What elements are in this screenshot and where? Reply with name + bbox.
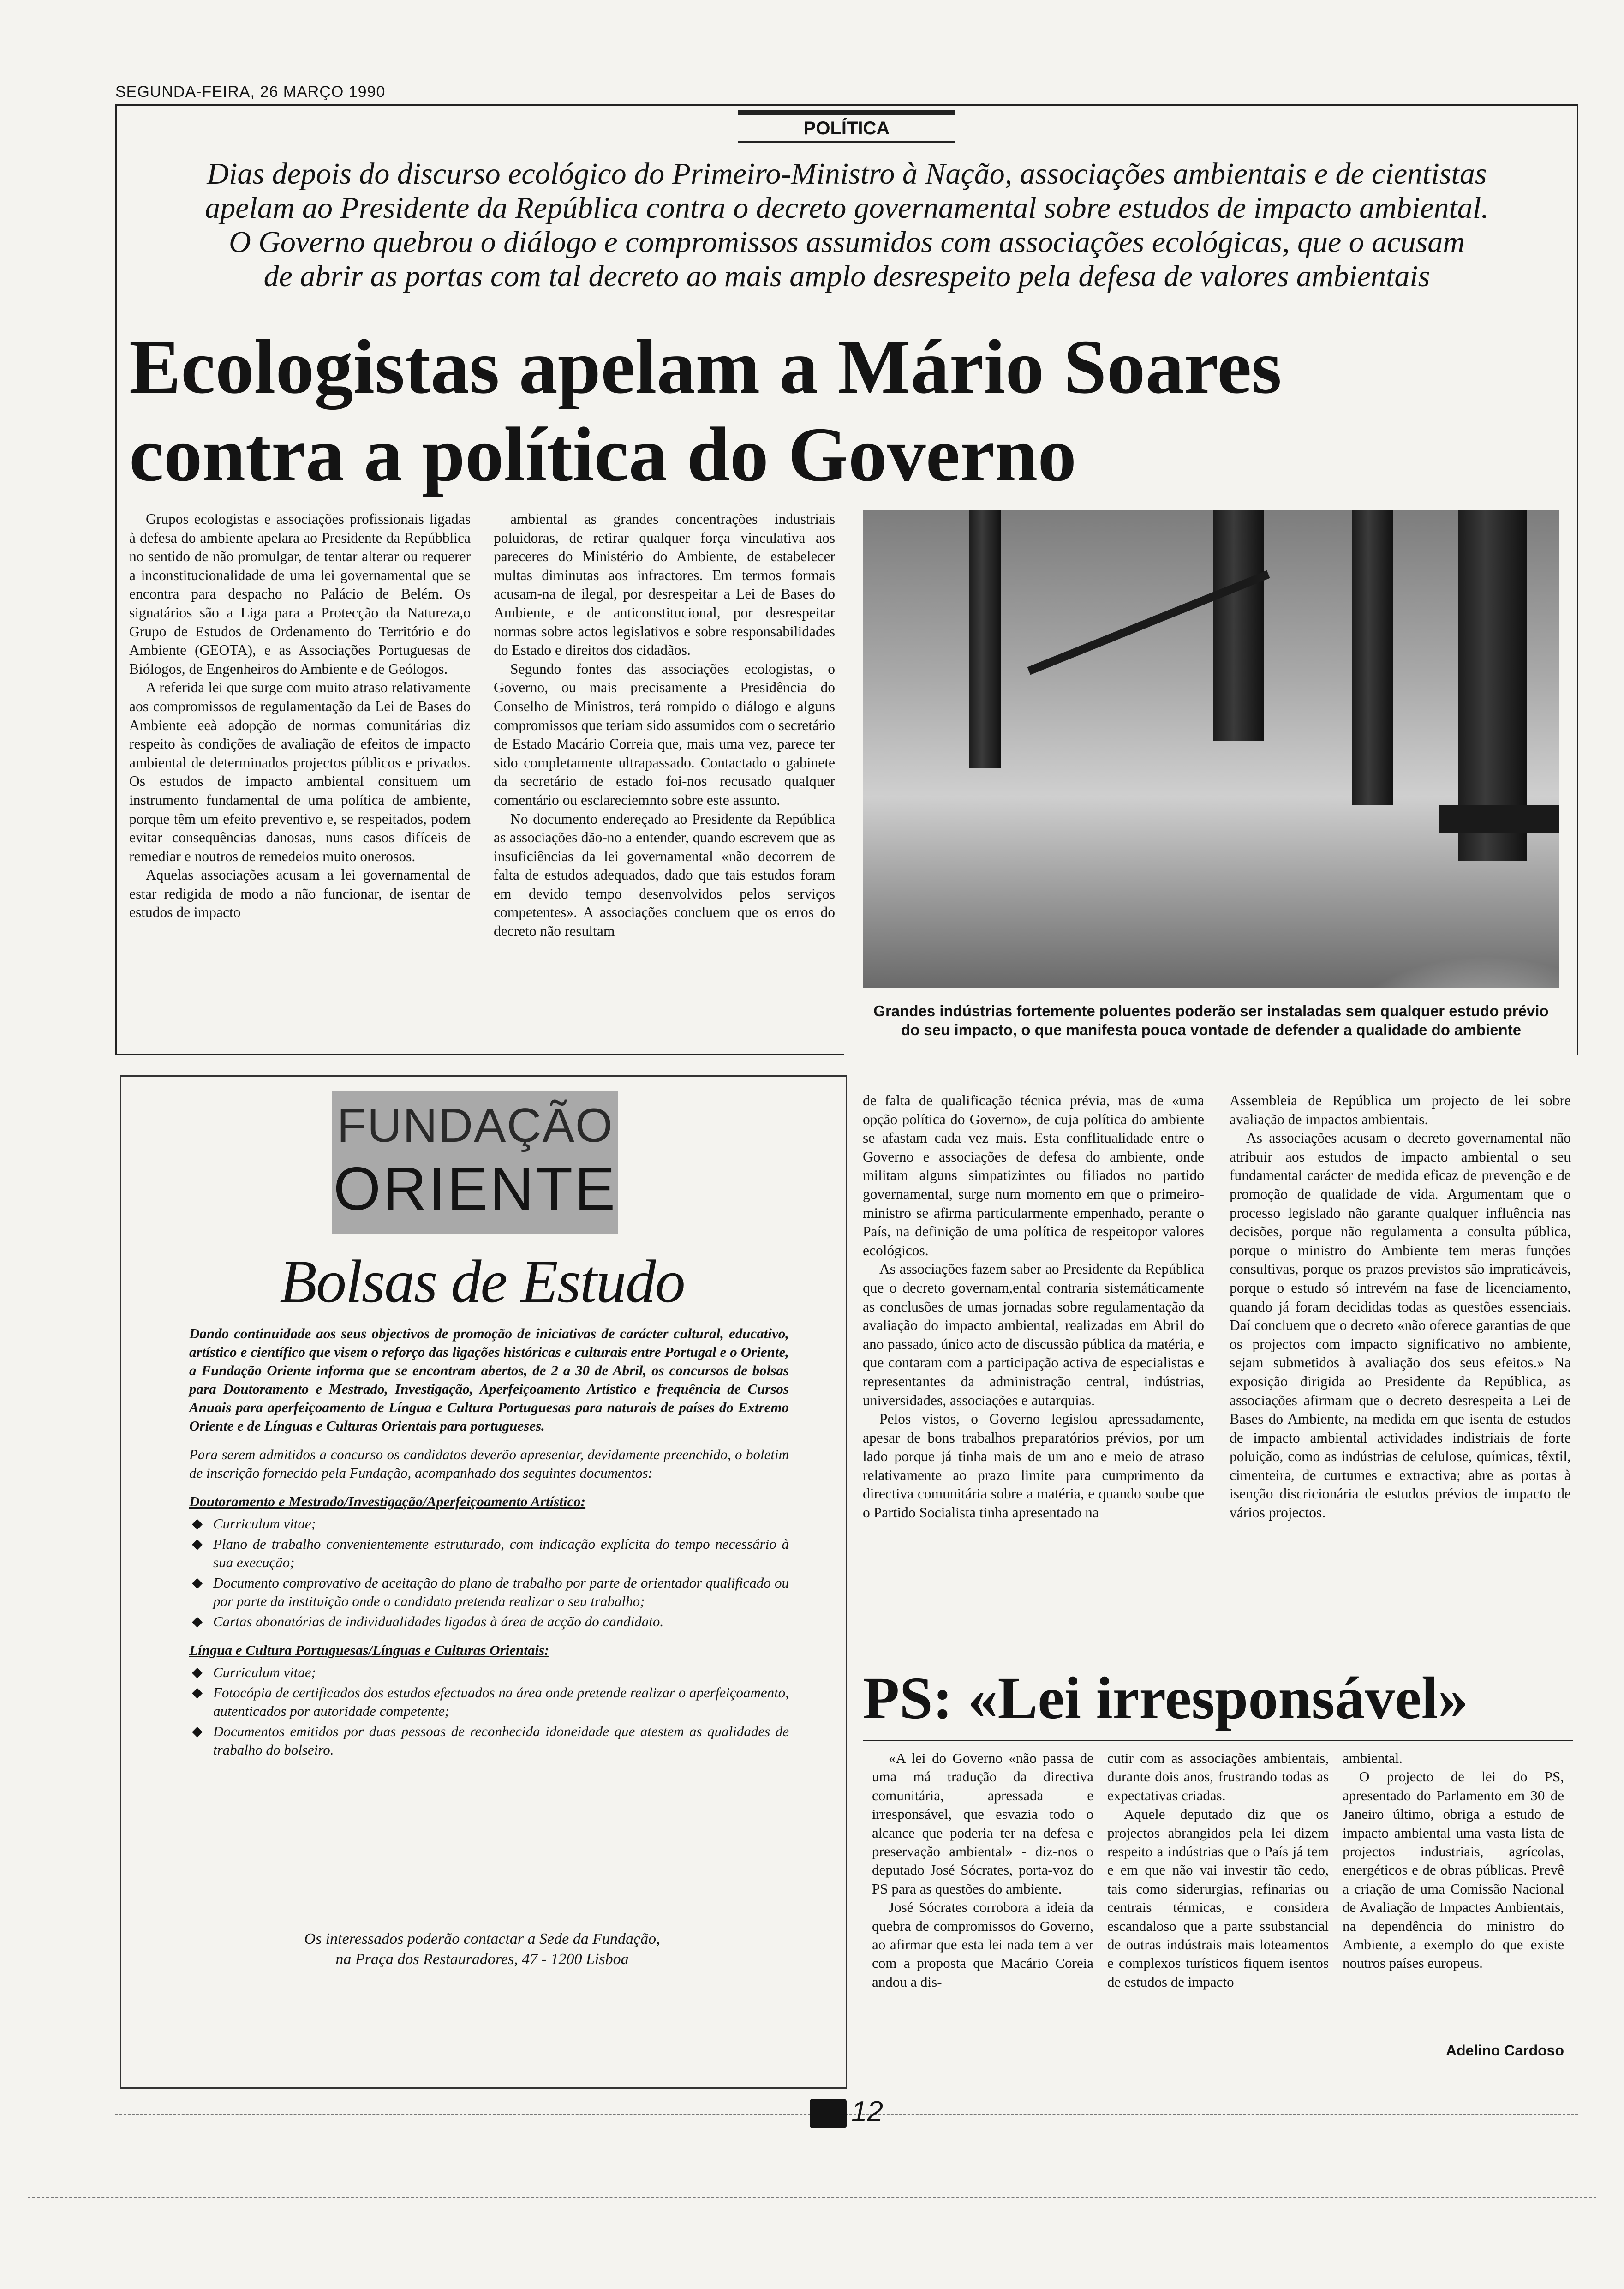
bottom-edge-rule	[28, 2197, 1596, 2198]
pipe	[1439, 805, 1559, 833]
ad-body	[189, 1324, 789, 1769]
ps-column-1	[872, 1749, 1093, 1991]
list-item: ◆ Documento comprovativo de aceitação do plano de trabalho por parte de orientador qualificado ou por parte da instituição onde o candidato pretenda realizar o seu trabalho;	[192, 1575, 789, 1609]
ad-contact-line: na Praça dos Restauradores, 47 - 1200 Lisboa	[335, 1951, 629, 1968]
article-column-4	[1230, 1091, 1571, 1522]
article-column-2	[494, 510, 835, 941]
frame-bottom-left	[115, 1054, 844, 1055]
main-headline	[129, 323, 1559, 498]
ps-byline: Adelino Cardoso	[1445, 2042, 1564, 2059]
ad-section-2-heading: Língua e Cultura Portuguesas/Línguas e Culturas Orientais:	[189, 1642, 549, 1658]
section-underline	[738, 141, 955, 143]
ad-section-2-list	[189, 1663, 789, 1759]
paragraph: ambiental.	[1343, 1750, 1403, 1766]
lead-line: de abrir as portas com tal decreto ao mais amplo desrespeito pela defesa de valores ambientais	[263, 259, 1430, 293]
paragraph: cutir com as associações ambientais, durante dois anos, frustrando todas as expectativas criadas.	[1107, 1750, 1329, 1804]
list-item: ◆ Documentos emitidos por duas pessoas de reconhecida idoneidade que atestem as qualidades de trabalho do bolseiro.	[192, 1723, 789, 1758]
paragraph: As associações acusam o decreto governamental não atribuir aos estudos de impacto ambiental o seu fundamental carácter de medida eficaz de prevenção e de promoção de qualidade de vida. Argumentam que o processo legislado não garante qualquer influência nas decisões, porque não regulamenta a consulta pública, porque o ministro do Ambiente tem meras funções consultivas, porque os prazos previstos são impraticáveis, porque o estudo só intrevém na fase de licenciamento, quando já foram decididas todas as questões essenciais. Daí concluem que o decreto «não oferece garantias de que os projectos com impacto significativo no ambiente, sejam submetidos à avaliação dos seus efeitos.» Na exposição dirigida ao Presidente da República, as associações afirmam que o decreto desrespeita a Lei de Bases do Ambiente, na medida em que isenta de estudos de impacto ambiental actividades indistriais de forte poluição, como as indústrias de celulose, químicas, têxtil, cimenteira, de curtumes e extractiva; abre as portas à isenção discricionária de estudos prévios de impacto de vários projectos.	[1230, 1130, 1571, 1521]
paragraph: Aquelas associações acusam a lei governamental de estar redigida de modo a não funcionar, de isentar de estudos de impacto	[129, 867, 471, 921]
ad-contact-line: Os interessados poderão contactar a Sede da Fundação,	[304, 1930, 660, 1947]
industry-photo	[863, 510, 1559, 988]
list-item: ◆ Fotocópia de certificados dos estudos efectuados na área onde pretende realizar o aperfeiçoamento, autenticados por autoridade competente;	[192, 1684, 789, 1719]
article-column-1	[129, 510, 471, 922]
paragraph: O projecto de lei do PS, apresentado do Parlamento em 30 de Janeiro último, obriga a estudo de impacto ambiental uma vasta lista de projectos industriais, agrícolas, energéticos e de obras públicas. Prevê a criação de uma Comissão Nacional de Avaliação de Impactes Ambientais, na dependência do ministro do Ambiente, a exemplo do que existe noutros países europeus.	[1343, 1768, 1564, 1971]
diamond-bullet-icon: ◆	[192, 1724, 203, 1739]
paragraph: José Sócrates corrobora a ideia da quebra de compromissos do Governo, ao afirmar que esta lei nada tem a ver com a proposta que Macário Coreia andou a dis-	[872, 1899, 1093, 1990]
paragraph: Segundo fontes das associações ecologistas, o Governo, ou mais precisamente a Presidência do Conselho de Ministros, terá rompido o diálogo e alguns compromissos que teriam sido assumidos com o secretário de Estado Macário Correia que, mais uma vez, parece ter sido completamente ultrapassado. Contactado o gabinete da secretário de estado foi-nos recusado qualquer comentário ou esclareciemnto sobre este assunto.	[494, 660, 835, 808]
headline-line-1: Ecologistas apelam a Mário Soares	[129, 324, 1282, 410]
diamond-bullet-icon: ◆	[192, 1614, 203, 1629]
smokestack	[969, 510, 1001, 768]
lead-line: Dias depois do discurso ecológico do Primeiro-Ministro à Nação, associações ambientais e de cientistas	[207, 157, 1487, 191]
smokestack	[1213, 510, 1264, 741]
header-rule	[115, 104, 1578, 106]
lead-paragraph	[117, 157, 1577, 294]
ad-brand-top: FUNDAÇÃO	[337, 1099, 614, 1152]
paragraph: Grupos ecologistas e associações profissionais ligadas à defesa do ambiente apelara ao Presidente da Repúbblica no sentido de não promulgar, de tentar alterar ou requerer a inconstitucionalidade de uma lei governamental que se encontra para despacho no Palácio de Belém. Os signatários são a Liga para a Protecção da Natureza,o Grupo de Estudos de Ordenamento do Território e do Ambiente (GEOTA), e as Associações Portuguesas de Biólogos, de Engenheiros do Ambiente e de Geólogos.	[129, 511, 471, 677]
ad-requirements: Para serem admitidos a concurso os candidatos deverão apresentar, devidamente preenchido, o boletim de inscrição fornecido pela Fundação, acompanhado dos seguintes documentos:	[189, 1446, 789, 1481]
diamond-bullet-icon: ◆	[192, 1665, 203, 1680]
paragraph: Assembleia de República um projecto de lei sobre avaliação de impactos ambientais.	[1230, 1092, 1571, 1127]
ad-title: Bolsas de Estudo	[280, 1247, 685, 1315]
list-item: ◆ Curriculum vitae;	[189, 1515, 789, 1533]
paragraph: As associações fazem saber ao Presidente da República que o decreto governam,ental contraria sistemáticamente as conclusões de umas jornadas sobre regulamentação da avaliação do impacto ambiental, realizadas em Abril do ano passado, único acto de discussão pública da matéria, e que contaram com a participação activa de especialistas e representantes da administração central, indústrias, universidades, associações e autarquias.	[863, 1261, 1204, 1408]
smokestack	[1352, 510, 1393, 805]
paragraph: No documento endereçado ao Presidente da República as associações dão-no a entender, quando escrevem que as insuficiências da lei governamental «não decorrem de falta de estudos adequados, dado que tais estudos foram em devido tempo desenvolvidos pelos serviços competentes». A associações concluem que os erros do decreto não resultam	[494, 810, 835, 940]
page-date: SEGUNDA-FEIRA, 26 MARÇO 1990	[115, 83, 386, 101]
section-title: POLÍTICA	[803, 118, 890, 138]
list-item: ◆ Curriculum vitae;	[189, 1663, 789, 1682]
newspaper-logo-icon	[810, 2099, 847, 2128]
list-item: ◆ Plano de trabalho convenientemente estruturado, com indicação explícita do tempo necessário à sua execução;	[192, 1536, 789, 1570]
list-item: ◆ Cartas abonatórias de individualidades ligadas à área de acção do candidato.	[189, 1612, 789, 1631]
ps-column-2	[1107, 1749, 1329, 1991]
diamond-bullet-icon: ◆	[192, 1685, 203, 1700]
diamond-bullet-icon: ◆	[192, 1536, 203, 1552]
paragraph: Pelos vistos, o Governo legislou apressadamente, apesar de bons trabalhos preparatórios prévios, por um lado porque já tinha mais de um ano e meio de atraso relativamente ao prazo limite para cumprimento da directiva comunitária sobre a matéria, e quando soube que o Partido Socialista tinha apresentado na	[863, 1411, 1204, 1521]
paragraph: A referida lei que surge com muito atraso relativamente aos compromissos de regulamentação da Lei de Bases do Ambiente eeà adopção de normas comunitárias diz respeito às condições de avaliação de efeitos de impacto ambiental de determinados projectos públicos e privados. Os estudos de impacto ambiental consituem um instrumento fundamental de uma política de ambiente, porque têm um efeito preventivo e, se respeitados, podem evitar consequências danosas, nuns casos difíceis de remediar e noutros de remedeios muito onerosos.	[129, 679, 471, 864]
ps-column-3	[1343, 1749, 1564, 1973]
diamond-bullet-icon: ◆	[192, 1575, 203, 1590]
ad-section-1-heading: Doutoramento e Mestrado/Investigação/Aperfeiçoamento Artístico:	[189, 1493, 586, 1510]
article-column-3	[863, 1091, 1204, 1522]
lead-line: apelam ao Presidente da República contra o decreto governamental sobre estudos de impacto ambiental.	[205, 191, 1489, 225]
ps-headline: PS: «Lei irresponsável»	[863, 1665, 1468, 1732]
ad-brand-bottom: ORIENTE	[333, 1155, 617, 1222]
ps-headline-rule	[863, 1740, 1573, 1741]
ad-intro: Dando continuidade aos seus objectivos de promoção de iniciativas de carácter cultural, educativo, artístico e científico que visem o reforço das ligações históricas e culturais entre Portugal e o Oriente, a Fundação Oriente informa que se encontram abertos, de 2 a 30 de Abril, os concursos de bolsas para Doutoramento e Mestrado, Investigação, Aperfeiçoamento Artístico e frequência de Cursos Anuais para aperfeiçoamento de Língua e Cultura Portuguesas para naturais de países do Extremo Oriente e de Línguas e Culturas Orientais para portugueses.	[189, 1325, 789, 1434]
headline-line-2: contra a política do Governo	[129, 412, 1077, 497]
frame-right	[1577, 104, 1578, 1055]
page-number: 12	[851, 2096, 883, 2127]
paragraph: de falta de qualificação técnica prévia, mas de «uma opção política do Governo», de cuja política do ambiente se afastam cada vez mais. Esta conflitualidade entre o Governo e associações de defesa do ambiente, onde militam alguns simpatizintes ou filiados no partido governamental, surge num momento em que o primeiro-ministro se afirma particularmente empenhado, perante o País, na definição de uma política de respeitopor valores ecológicos.	[863, 1092, 1204, 1258]
diamond-bullet-icon: ◆	[192, 1516, 203, 1531]
ad-section-1-list	[189, 1515, 789, 1631]
paragraph: «A lei do Governo «não passa de uma má tradução da directiva comunitária, apressada e irresponsável, que esvazia todo o alcance que poderia ter na defesa e preservação ambiental» - diz-nos o deputado José Sócrates, porta-voz do PS para as questões do ambiente.	[872, 1750, 1093, 1897]
footer-rule	[115, 2114, 1578, 2115]
section-bar	[738, 110, 955, 115]
lead-line: O Governo quebrou o diálogo e compromissos assumidos com associações ecológicas, que o acusam	[229, 225, 1465, 259]
ad-contact	[120, 1929, 844, 1970]
photo-caption: Grandes indústrias fortemente poluentes poderão ser instaladas sem qualquer estudo prévio do seu impacto, o que manifesta pouca vontade de defender a qualidade do ambiente	[873, 1002, 1549, 1038]
paragraph: ambiental as grandes concentrações industriais poluidoras, de retirar qualquer força vinculativa aos pareceres do Ministério do Ambiente, de estabelecer multas diminutas aos infractores. Em termos formais acusam-na de ilegal, por desrespeitar a Lei de Bases do Ambiente, e de anticonstitucional, por desrespeitar normas sobre actos legislativos e sobre responsabilidades do Estado e direitos dos cidadãos.	[494, 511, 835, 659]
paragraph: Aquele deputado diz que os projectos abrangidos pela lei dizem respeito a indústrias que o País já tem e em que não vai investir tão cedo, tais como siderurgias, refinarias ou centrais térmicas, e considera escandaloso que a parte ssubstancial de outras indústrais mais loteamentos e complexos turísticos fiquem isentos de estudos de impacto	[1107, 1806, 1329, 1990]
